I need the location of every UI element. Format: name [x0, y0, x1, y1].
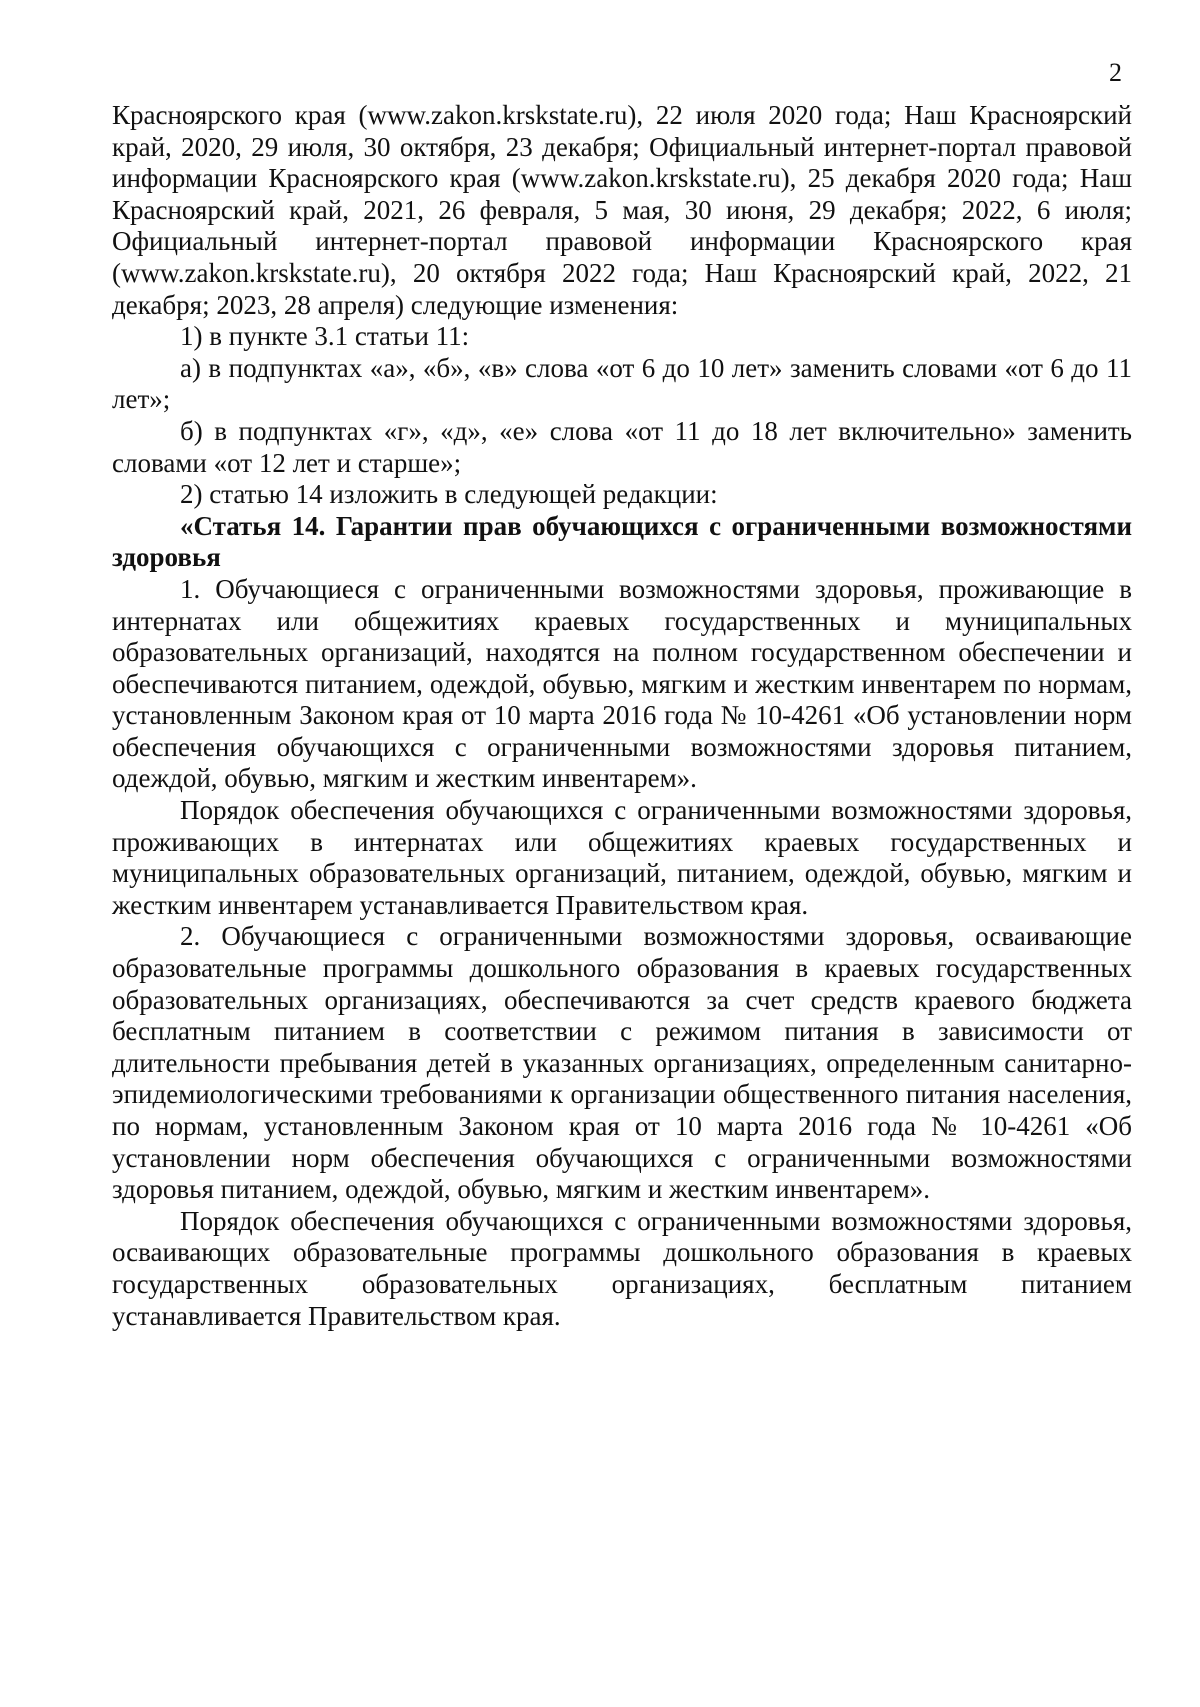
page-number: 2 — [1109, 58, 1122, 87]
paragraph-subitem-b: б) в подпунктах «г», «д», «е» слова «от 11 до 18 лет включительно» заменить словами «от 12 лет и старше»; — [112, 415, 1132, 478]
paragraph-article-point-1: 1. Обучающиеся с ограниченными возможностями здоровья, проживающие в интернатах или общежитиях краевых государственных и муниципальных образовательных организаций, находятся на полном государственном обеспечении и обеспечиваются питанием, одеждой, обувью, мягким и жестким инвентарем по нормам, установленным Законом края от 10 марта 2016 года № 10-4261 «Об установлении норм обеспечения обучающихся с ограниченными возможностями здоровья питанием, одеждой, обувью, мягким и жестким инвентарем». — [112, 573, 1132, 794]
paragraph-item-1: 1) в пункте 3.1 статьи 11: — [180, 321, 470, 352]
document-body — [112, 100, 1132, 1332]
paragraph-procedure-1: Порядок обеспечения обучающихся с ограниченными возможностями здоровья, проживающих в интернатах или общежитиях краевых государственных и муниципальных образовательных организаций, питанием, одеждой, обувью, мягким и жестким инвентарем устанавливается Правительством края. — [112, 795, 1132, 920]
paragraph-article-point-2: 2. Обучающиеся с ограниченными возможностями здоровья, осваивающие образовательные программы дошкольного образования в краевых государственных образовательных организациях, обеспечиваются за счет средств краевого бюджета бесплатным питанием в соответствии с режимом питания в зависимости от длительности пребывания детей в указанных организациях, определенным санитарно-эпидемиологическими требованиями к организации общественного питания населения, по нормам, установленным Законом края от 10 марта 2016 года № 10-4261 «Об установлении норм обеспечения обучающихся с ограниченными возможностями здоровья питанием, одеждой, обувью, мягким и жестким инвентарем». — [112, 921, 1132, 1205]
paragraph-procedure-2: Порядок обеспечения обучающихся с ограниченными возможностями здоровья, осваивающих образовательные программы дошкольного образования в краевых государственных образовательных организациях, бесплатным питанием устанавливается Правительством края. — [112, 1205, 1132, 1331]
paragraph-subitem-a: а) в подпунктах «а», «б», «в» слова «от 6 до 10 лет» заменить словами «от 6 до 11 лет»; — [112, 352, 1132, 415]
paragraph-item-2: 2) статью 14 изложить в следующей редакции: — [180, 479, 718, 510]
paragraph-continuation: Красноярского края (www.zakon.krskstate.ru), 22 июля 2020 года; Наш Красноярский край, 2020, 29 июля, 30 октября, 23 декабря; Официальный интернет-портал правовой информации Красноярского края (www.zakon.krskstate.ru), 25 декабря 2020 года; Наш Красноярский край, 2021, 26 февраля, 5 мая, 30 июня, 29 декабря; 2022, 6 июля; Официальный интернет-портал правовой информации Красноярского края (www.zakon.krskstate.ru), 20 октября 2022 года; Наш Красноярский край, 2022, 21 декабря; 2023, 28 апреля) следующие изменения: — [112, 100, 1132, 320]
article-heading: «Статья 14. Гарантии прав обучающихся с ограниченными возможностями здоровья — [112, 510, 1132, 573]
